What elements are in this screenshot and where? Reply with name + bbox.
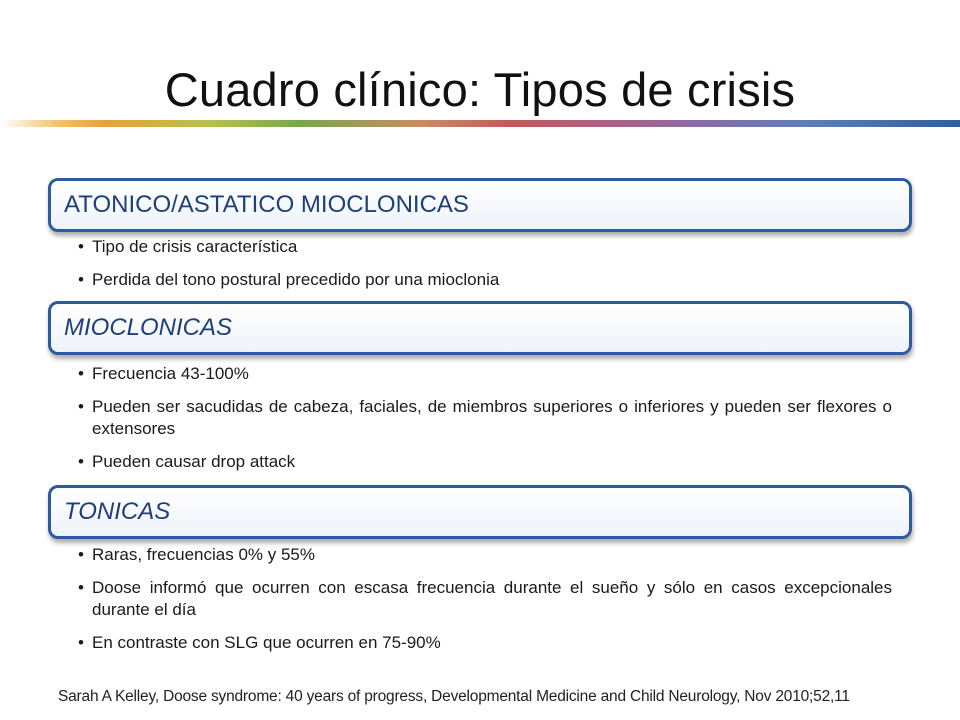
bullet-item: • Tipo de crisis característica [78,236,892,258]
section-heading-mioclonicas: MIOCLONICAS [48,301,912,355]
bullet-item: • Raras, frecuencias 0% y 55% [78,544,892,566]
bullet-item: • Perdida del tono postural precedido por una mioclonia [78,269,892,291]
citation-footer: Sarah A Kelley, Doose syndrome: 40 years of progress, Developmental Medicine and Child Neurology, Nov 2010;52,11 [58,688,850,705]
bullet-list-mioclonicas [78,363,892,484]
title-divider [0,120,960,127]
bullet-item: • En contraste con SLG que ocurren en 75-90% [78,632,892,654]
section-heading-atonico: ATONICO/ASTATICO MIOCLONICAS [48,178,912,232]
bullet-item: • Doose informó que ocurren con escasa frecuencia durante el sueño y sólo en casos excepcionales durante el día [78,577,892,621]
slide-title: Cuadro clínico: Tipos de crisis [164,63,796,116]
bullet-item: • Pueden causar drop attack [78,451,892,473]
bullet-item: • Frecuencia 43-100% [78,363,892,385]
section-heading-tonicas: TONICAS [48,485,912,539]
bullet-item: • Pueden ser sacudidas de cabeza, faciales, de miembros superiores o inferiores y pueden ser flexores o extensores [78,396,892,440]
bullet-list-tonicas [78,544,892,665]
bullet-list-atonico [78,236,892,302]
